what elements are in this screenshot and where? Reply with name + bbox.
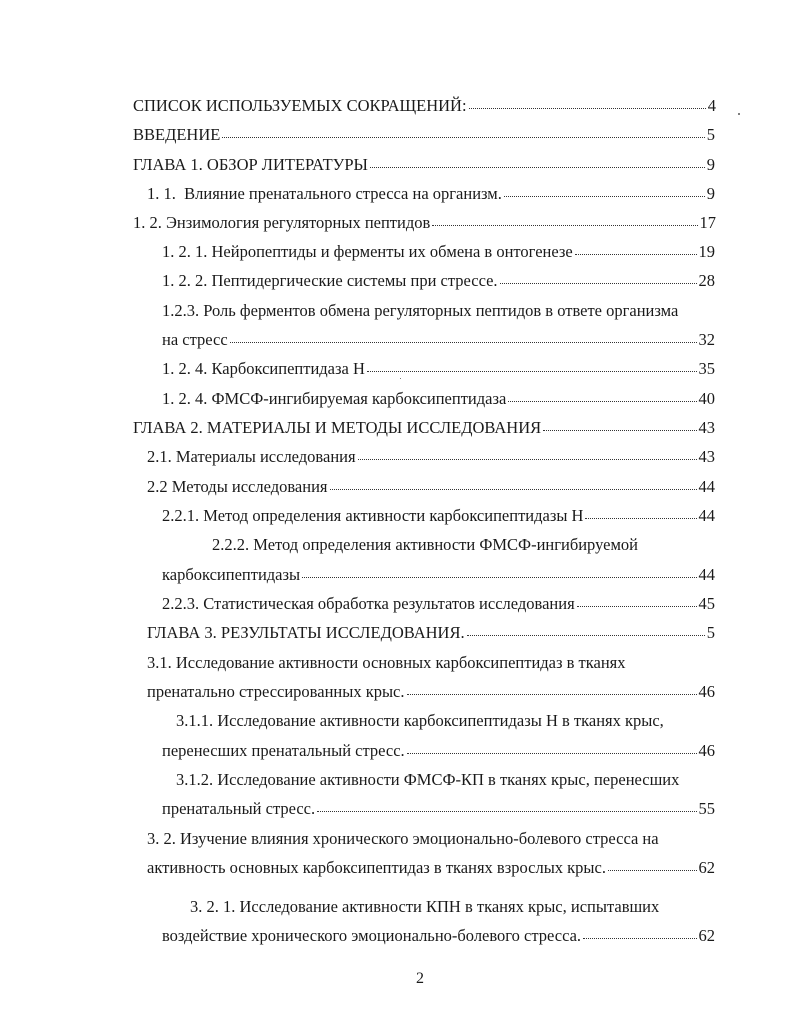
- toc-entry-page: 46: [698, 682, 715, 701]
- toc-entry-page: 44: [698, 565, 715, 584]
- toc-entry-title: ГЛАВА 1. ОБЗОР ЛИТЕРАТУРЫ: [133, 155, 368, 174]
- toc-leader-dots: [504, 195, 705, 197]
- toc-entry-title: 1. 2. 2. Пептидергические системы при стрессе.: [162, 271, 498, 290]
- toc-entry-title: ГЛАВА 2. МАТЕРИАЛЫ И МЕТОДЫ ИССЛЕДОВАНИЯ: [133, 418, 542, 437]
- toc-entry-title: СПИСОК ИСПОЛЬЗУЕМЫХ СОКРАЩЕНИЙ:: [133, 96, 467, 115]
- toc-entry-page: 40: [698, 389, 715, 408]
- toc-entry-page: 62: [698, 926, 715, 945]
- toc-leader-dots: [500, 282, 697, 284]
- toc-entry: [162, 594, 715, 614]
- toc-entry-title: ГЛАВА 3. РЕЗУЛЬТАТЫ ИССЛЕДОВАНИЯ.: [147, 623, 465, 642]
- toc-entry: [133, 155, 715, 175]
- toc-entry-title: воздействие хронического эмоционально-болевого стресса.: [162, 926, 582, 945]
- toc-entry-title-line1: 3.1. Исследование активности основных карбоксипептидаз в тканях: [147, 653, 626, 672]
- toc-entry-page: 45: [698, 594, 715, 613]
- toc-entry-title-line1: 1.2.3. Роль ферментов обмена регуляторных пептидов в ответе организма: [162, 301, 679, 320]
- toc-entry-page: 5: [706, 623, 715, 642]
- toc-leader-dots: [230, 341, 697, 343]
- toc-leader-dots: [469, 107, 706, 109]
- toc-entry: [162, 271, 715, 291]
- toc-entry-page: 46: [698, 741, 715, 760]
- toc-entry-title: 2.2.1. Метод определения активности карбоксипептидазы Н: [162, 506, 584, 525]
- toc-entry: [147, 447, 715, 467]
- toc-entry-page: 55: [698, 799, 715, 818]
- toc-entry-title: 2.1. Материалы исследования: [147, 447, 356, 466]
- toc-entry-page: 4: [707, 96, 716, 115]
- toc-entry-title: пренатальный стресс.: [162, 799, 316, 818]
- toc-entry-title-line1: 3. 2. Изучение влияния хронического эмоционально-болевого стресса на: [147, 829, 659, 848]
- toc-leader-dots: [317, 810, 696, 812]
- toc-entry-page: 43: [698, 418, 715, 437]
- toc-entry: [162, 330, 715, 350]
- toc-entry-page: 28: [698, 271, 715, 290]
- toc-leader-dots: [370, 166, 705, 168]
- toc-leader-dots: [543, 429, 696, 431]
- toc-entry-title: 1. 2. 4. ФМСФ-ингибируемая карбоксипептидаза: [162, 389, 507, 408]
- toc-entry-title: ВВЕДЕНИЕ: [133, 125, 221, 144]
- toc-entry-page: 62: [698, 858, 715, 877]
- toc-leader-dots: [508, 400, 696, 402]
- toc-entry: [162, 565, 715, 585]
- scan-speck: [738, 113, 740, 115]
- toc-entry-page: 35: [698, 359, 715, 378]
- toc-leader-dots: [330, 488, 697, 490]
- toc-leader-dots: [432, 224, 697, 226]
- toc-entry-title: 1. 2. 1. Нейропептиды и ферменты их обмена в онтогенезе: [162, 242, 573, 261]
- toc-entry: [133, 213, 716, 233]
- toc-leader-dots: [407, 693, 697, 695]
- toc-leader-dots: [467, 634, 705, 636]
- toc-entry-page: 44: [698, 506, 715, 525]
- toc-entry-page: 44: [698, 477, 715, 496]
- scan-speck: [400, 378, 401, 379]
- toc-entry: [147, 858, 715, 878]
- toc-entry-title: перенесших пренатальный стресс.: [162, 741, 405, 760]
- toc-entry-page: 5: [706, 125, 715, 144]
- toc-entry: [147, 623, 715, 643]
- toc-leader-dots: [577, 605, 697, 607]
- toc-entry-page: 19: [698, 242, 715, 261]
- toc-leader-dots: [583, 937, 696, 939]
- toc-entry-title: на стресс: [162, 330, 228, 349]
- toc-entry-title: 1. 2. 4. Карбоксипептидаза Н: [162, 359, 365, 378]
- toc-entry-page: 32: [698, 330, 715, 349]
- toc-entry: [162, 389, 715, 409]
- toc-entry: [147, 682, 715, 702]
- toc-entry: [133, 418, 715, 438]
- toc-entry-title: 2.2 Методы исследования: [147, 477, 328, 496]
- toc-entry-title: карбоксипептидазы: [162, 565, 301, 584]
- toc-entry: [133, 96, 716, 116]
- toc-entry: [133, 125, 715, 145]
- toc-entry: [162, 242, 715, 262]
- toc-entry-title: 1. 2. Энзимология регуляторных пептидов: [133, 213, 431, 232]
- toc-leader-dots: [585, 517, 696, 519]
- toc-entry-title: пренатально стрессированных крыс.: [147, 682, 405, 701]
- toc-leader-dots: [302, 576, 696, 578]
- toc-entry-page: 9: [706, 155, 715, 174]
- toc-leader-dots: [575, 253, 697, 255]
- toc-entry: [162, 741, 715, 761]
- toc-entry: [162, 926, 715, 946]
- toc-entry-title-line1: 2.2.2. Метод определения активности ФМСФ-ингибируемой: [212, 535, 638, 554]
- toc-entry: [162, 506, 715, 526]
- toc-leader-dots: [222, 136, 704, 138]
- toc-entry-title: 2.2.3. Статистическая обработка результатов исследования: [162, 594, 575, 613]
- toc-entry-title: 1. 1. Влияние пренатального стресса на организм.: [147, 184, 502, 203]
- toc-leader-dots: [407, 752, 697, 754]
- toc-entry: [162, 359, 715, 379]
- toc-entry-page: 17: [699, 213, 716, 232]
- toc-entry-title-line1: 3.1.1. Исследование активности карбоксипептидазы Н в тканях крыс,: [176, 711, 664, 730]
- toc-leader-dots: [608, 869, 697, 871]
- toc-entry-title-line1: 3. 2. 1. Исследование активности КПН в тканях крыс, испытавших: [190, 897, 660, 916]
- toc-entry: [162, 799, 715, 819]
- toc-leader-dots: [358, 458, 697, 460]
- toc-leader-dots: [367, 370, 697, 372]
- toc-entry-title: активность основных карбоксипептидаз в тканях взрослых крыс.: [147, 858, 606, 877]
- toc-entry-page: 9: [706, 184, 715, 203]
- toc-entry: [147, 477, 715, 497]
- page-number: 2: [416, 970, 424, 987]
- toc-entry-title-line1: 3.1.2. Исследование активности ФМСФ-КП в тканях крыс, перенесших: [176, 770, 680, 789]
- toc-entry-page: 43: [698, 447, 715, 466]
- toc-entry: [147, 184, 715, 204]
